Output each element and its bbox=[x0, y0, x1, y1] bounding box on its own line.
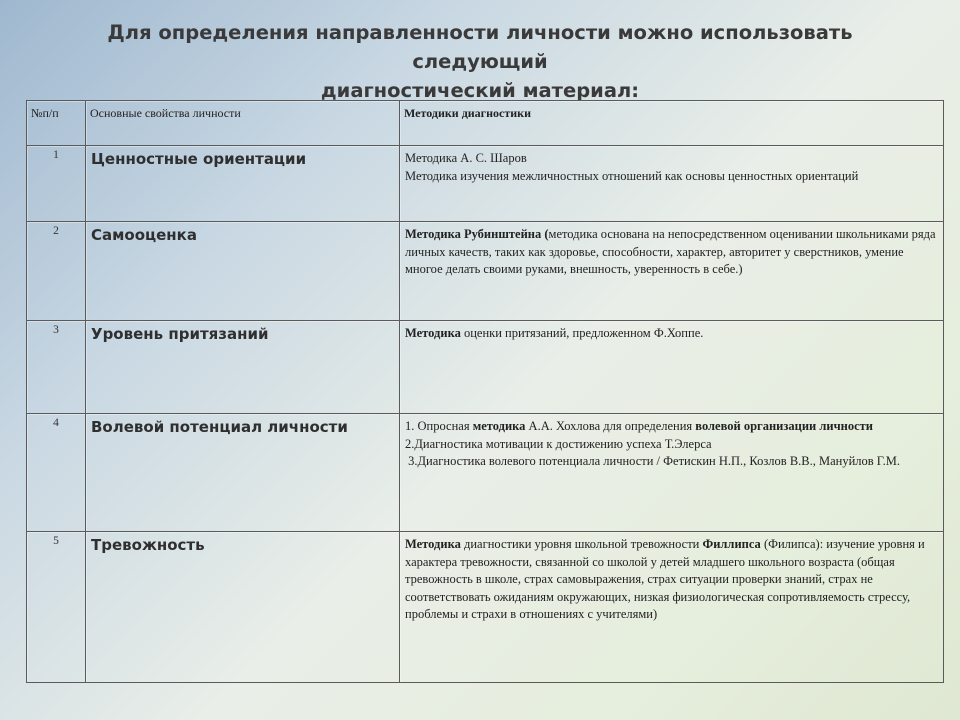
row-property: Самооценка bbox=[86, 222, 400, 321]
table-row bbox=[27, 414, 944, 532]
table-row bbox=[27, 222, 944, 321]
row-number: 4 bbox=[27, 414, 86, 532]
method-line: 2.Диагностика мотивации к достижению успеха Т.Элерса bbox=[405, 436, 712, 451]
method-bold: Методика bbox=[405, 537, 461, 551]
row-methods bbox=[400, 414, 944, 532]
method-text: (Филипса): изучение уровня и характера тревожности, связанной со школой у детей младшего школьного возраста (общая тревожность в школе, страх самовыражения, страх ситуации проверки знаний, страх не соответствовать ожиданиям окружающих, низкая физиологическая сопротивляемость стрессу, проблемы и страхи в отношениях с учителями) bbox=[405, 537, 925, 621]
row-number: 3 bbox=[27, 321, 86, 414]
table-row bbox=[27, 532, 944, 683]
method-bold: Методика Рубинштейна ( bbox=[405, 227, 549, 241]
row-methods bbox=[400, 146, 944, 222]
row-property: Уровень притязаний bbox=[86, 321, 400, 414]
method-text: А.А. Хохлова для определения bbox=[525, 419, 696, 433]
row-property: Тревожность bbox=[86, 532, 400, 683]
method-line: 3.Диагностика волевого потенциала личности / Фетискин Н.П., Козлов В.В., Мануйлов Г.М. bbox=[405, 454, 900, 468]
title-line-2: диагностический материал: bbox=[320, 79, 640, 102]
table-row bbox=[27, 146, 944, 222]
method-text: 1. Опросная bbox=[405, 419, 473, 433]
header-methods: Методики диагностики bbox=[400, 101, 944, 146]
page-title bbox=[40, 18, 920, 105]
row-number: 1 bbox=[27, 146, 86, 222]
table-row bbox=[27, 321, 944, 414]
row-number: 2 bbox=[27, 222, 86, 321]
method-text: методика основана на непосредственном оценивании школьниками ряда личных качеств, таких как здоровье, способности, характер, авторитет у сверстников, умение многое делать своими руками, внешность, уверенность в себе.) bbox=[405, 227, 936, 276]
table-header-row bbox=[27, 101, 944, 146]
row-property: Волевой потенциал личности bbox=[86, 414, 400, 532]
method-line: Методика А. С. Шаров bbox=[405, 151, 527, 165]
header-number: №п/п bbox=[27, 101, 86, 146]
method-bold: методика bbox=[472, 419, 526, 433]
method-line: Методика изучения межличностных отношений как основы ценностных ориентаций bbox=[405, 168, 859, 183]
method-bold: волевой организации личности bbox=[695, 419, 873, 433]
method-bold: Филлипса bbox=[702, 537, 761, 551]
row-methods bbox=[400, 321, 944, 414]
row-number: 5 bbox=[27, 532, 86, 683]
row-methods bbox=[400, 222, 944, 321]
method-text: оценки притязаний, предложенном Ф.Хоппе. bbox=[460, 326, 704, 340]
method-text: диагностики уровня школьной тревожности bbox=[460, 537, 703, 551]
method-bold: Методика bbox=[405, 326, 461, 340]
title-line-1: Для определения направленности личности можно использовать следующий bbox=[107, 21, 853, 73]
row-methods bbox=[400, 532, 944, 683]
header-property: Основные свойства личности bbox=[86, 101, 400, 146]
diagnostics-table bbox=[26, 100, 944, 683]
row-property: Ценностные ориентации bbox=[86, 146, 400, 222]
method-line bbox=[405, 418, 938, 436]
